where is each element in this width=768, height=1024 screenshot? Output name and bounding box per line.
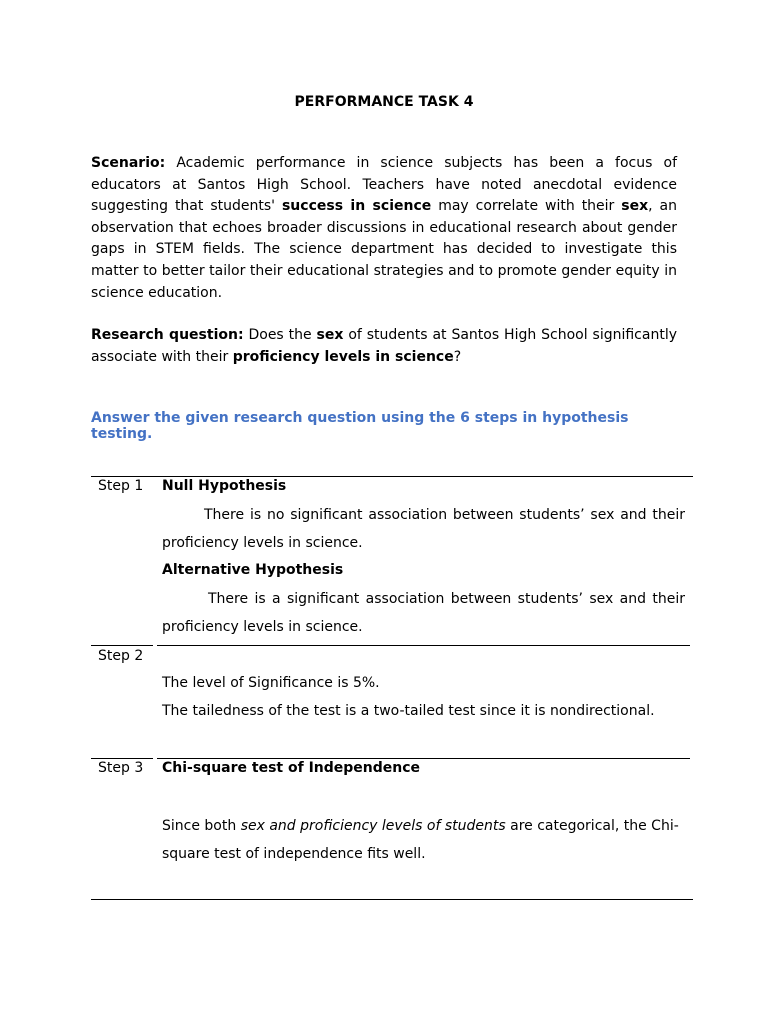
research-label: Research question: — [91, 327, 244, 343]
research-bold-sex: sex — [316, 327, 344, 343]
step3-rule-right — [157, 758, 690, 759]
scenario-bold-sex: sex — [621, 198, 649, 215]
step3-rule-left — [91, 758, 153, 759]
scenario-label: Scenario: — [91, 155, 166, 171]
table-bottom-rule — [91, 899, 693, 900]
justification-text-1: Since both — [162, 818, 241, 834]
null-hypothesis-text: There is no significant association between students’ sex and their proficiency levels in science. — [162, 507, 685, 551]
research-question-paragraph — [91, 325, 677, 368]
justification-text-2: are categorical, the Chi-square test of independence fits well. — [162, 818, 679, 862]
step3-label: Step 3 — [98, 760, 144, 776]
research-text-2: of students at Santos High School significantly associate with their — [91, 327, 677, 365]
null-hypothesis-heading: Null Hypothesis — [162, 478, 287, 494]
research-bold-proficiency: proficiency levels in science — [232, 348, 454, 365]
chi-square-justification — [162, 812, 692, 868]
chi-square-heading: Chi-square test of Independence — [162, 760, 421, 776]
alternative-hypothesis-heading: Alternative Hypothesis — [162, 562, 344, 578]
step2-rule-right — [157, 645, 690, 646]
table-top-rule — [91, 476, 693, 477]
research-text-3: ? — [453, 348, 462, 365]
step2-label: Step 2 — [98, 648, 144, 664]
tailedness-text: The tailedness of the test is a two-tailed test since it is nondirectional. — [162, 703, 655, 719]
alternative-hypothesis-text: There is a significant association between students’ sex and their proficiency levels in science. — [162, 591, 685, 635]
scenario-text-3: , an observation that echoes broader discussions in educational research about gender gaps in STEM fields. The science department has decided to investigate this matter to better tailor their educational strategies and to promote gender equity in science education. — [91, 198, 678, 301]
scenario-text-2: may correlate with their — [431, 198, 622, 215]
step1-label: Step 1 — [98, 478, 144, 494]
scenario-paragraph — [91, 153, 677, 304]
step2-rule-left — [91, 645, 153, 646]
research-text-1: Does the — [243, 327, 317, 343]
significance-level-text: The level of Significance is 5%. — [162, 675, 380, 691]
instruction: Answer the given research question using the 6 steps in hypothesis testing. — [91, 410, 629, 442]
scenario-bold-success: success in science — [281, 198, 432, 215]
justification-italic: sex and proficiency levels of students — [240, 818, 506, 834]
scenario-text-1: Academic performance in science subjects has been a focus of educators at Santos High School. Teachers have noted anecdotal evidence suggesting that students' — [91, 155, 677, 215]
page-title: PERFORMANCE TASK 4 — [294, 94, 474, 110]
